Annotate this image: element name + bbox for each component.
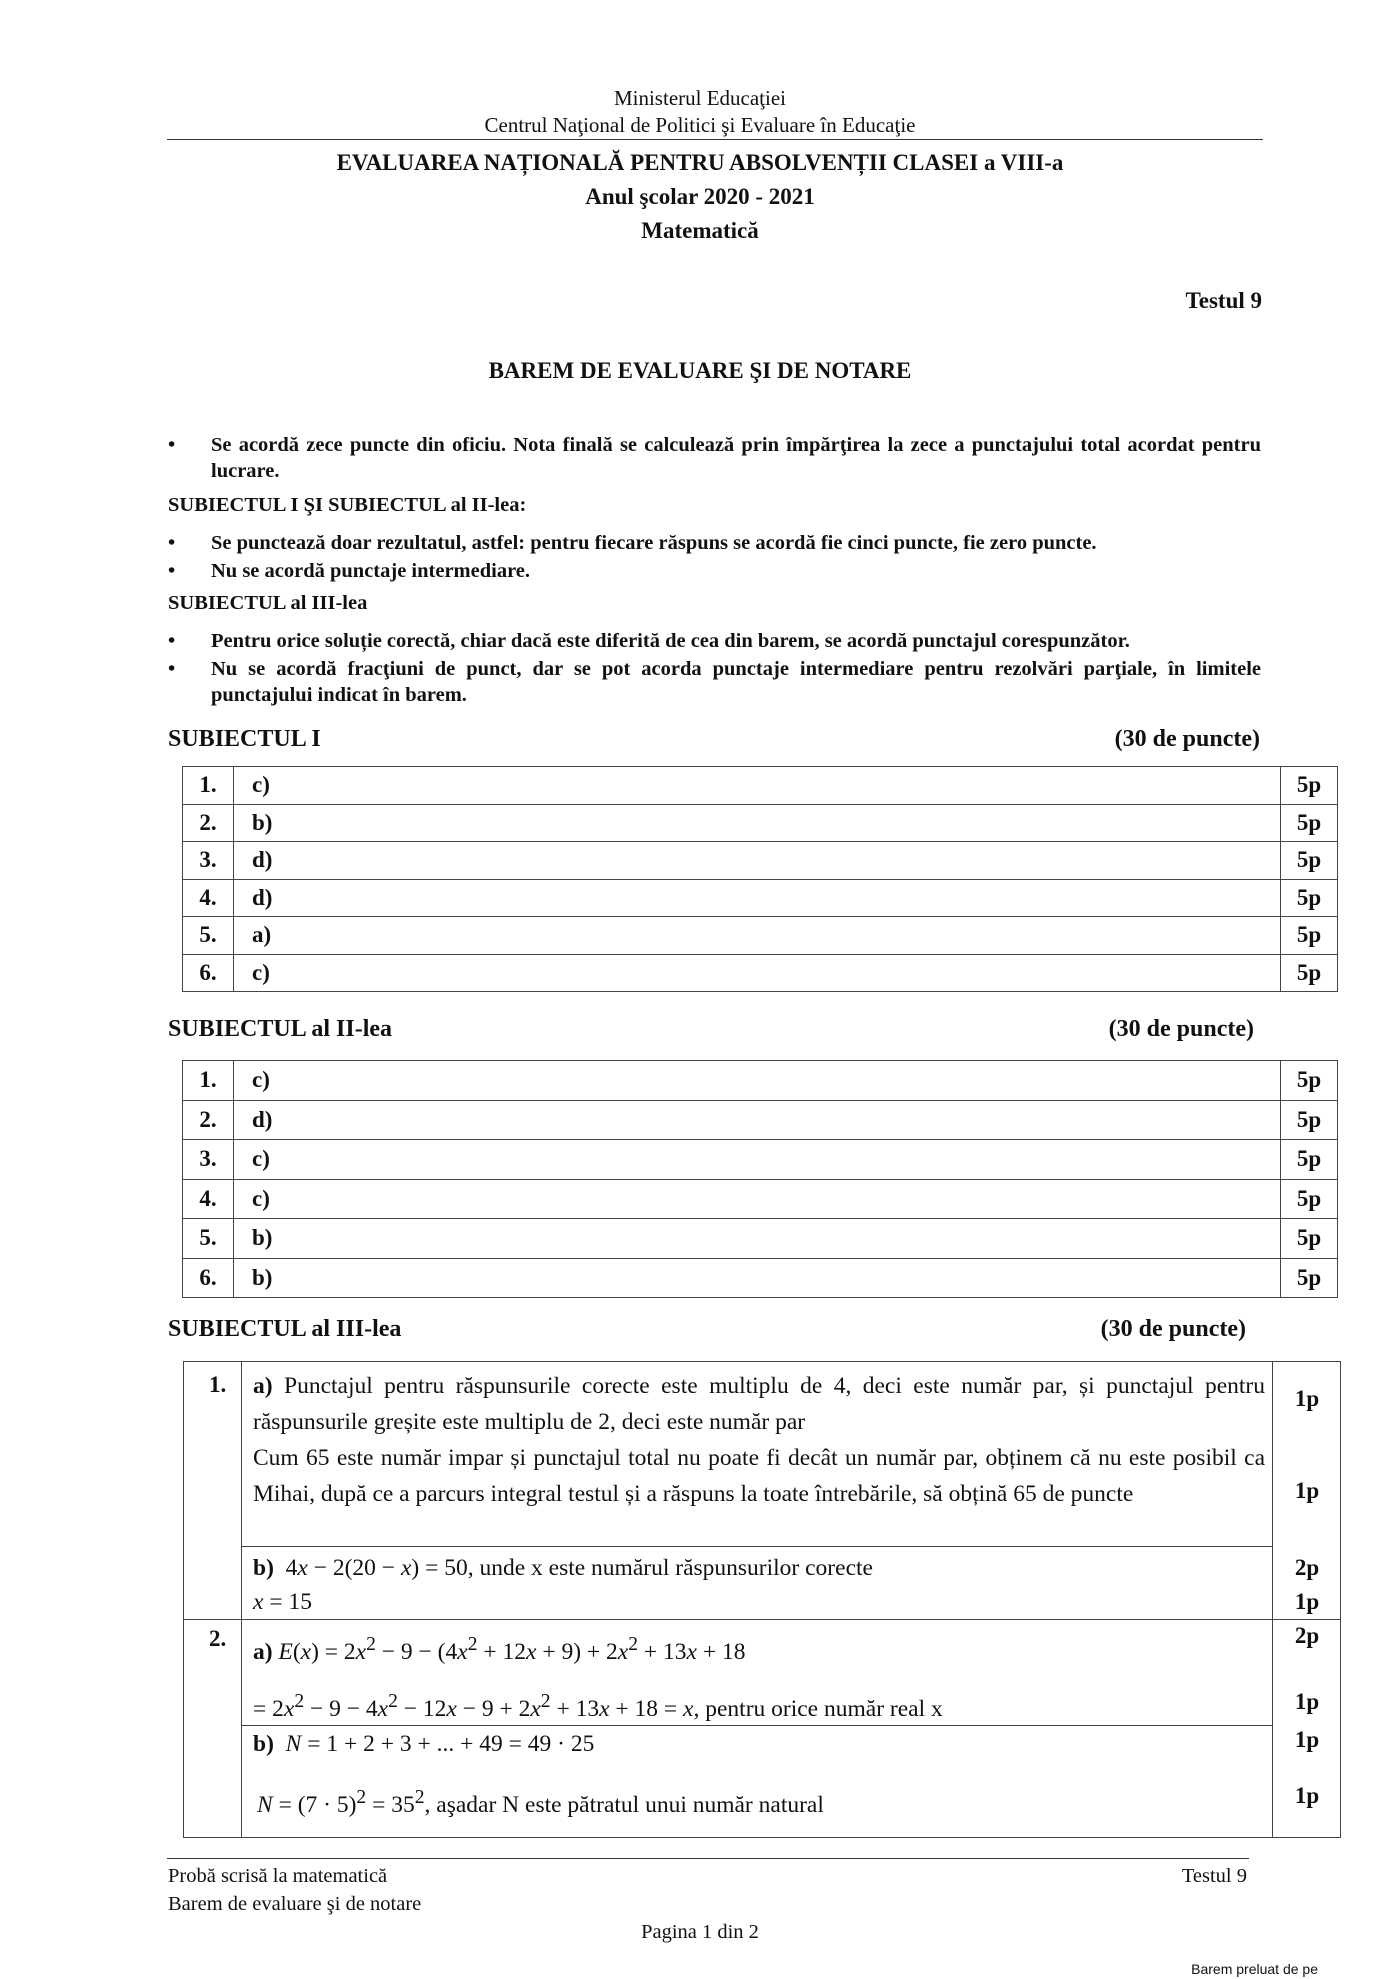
s3-instruction: Pentru orice soluție corectă, chiar dacă este diferită de cea din barem, se acordă punctajul corespunzător. [211, 630, 1130, 652]
table-row [183, 879, 1338, 917]
center-name: Centrul Naţional de Politici şi Evaluare în Educaţie [484, 113, 916, 137]
table-row [183, 1100, 1338, 1140]
table-row [183, 1219, 1338, 1259]
item-points: 5p [1281, 917, 1338, 955]
item-points: 5p [1281, 1219, 1338, 1259]
part-label: a) [253, 1373, 273, 1399]
p1a-step1 [253, 1368, 1265, 1440]
item-points: 5p [1281, 954, 1338, 992]
p1a-step1-text: Punctajul pentru răspunsurile corecte este multiplu de 4, deci este număr par, și punctajul pentru răspunsurile greșite este multiplu de 2, deci este număr par [253, 1373, 1266, 1435]
item-points: 5p [1281, 842, 1338, 880]
s3-instruction: Nu se acordă fracţiuni de punct, dar se pot acorda punctaje intermediare pentru rezolvări parţiale, în limitele punctajului indicat în barem. [211, 658, 1261, 706]
item-points: 5p [1281, 804, 1338, 842]
item-answer: c) [234, 767, 1281, 805]
item-number: 4. [183, 1179, 234, 1219]
item-answer: d) [234, 842, 1281, 880]
item-number: 1. [183, 1061, 234, 1101]
row-divider [184, 1619, 1340, 1620]
p2a-points2: 1p [1294, 1689, 1320, 1714]
p2b-points2: 1p [1294, 1783, 1320, 1808]
row-divider [241, 1546, 1272, 1547]
item-number: 6. [183, 1258, 234, 1298]
bullet-icon: • [168, 434, 176, 456]
column-divider [241, 1362, 242, 1837]
p2a-expression: a) $E(x) = 2x^2 - 9 - (4x^2 + 12x + 9) + 2x^2 + 13x + 18$ [253, 1634, 746, 1665]
table-row [183, 1140, 1338, 1180]
item-answer: d) [234, 879, 1281, 917]
test-label: Testul 9 [1185, 288, 1262, 313]
p1a-step2: Cum 65 este număr impar și punctajul total nu poate fi decât un număr par, obținem că nu este posibil ca Mihai, după ce a parcurs integral testul și a răspuns la toate întrebările, să obțină 65 de puncte [253, 1445, 1265, 1507]
ministry-name: Ministerul Educaţiei [613, 86, 787, 110]
part-label: b) [253, 1731, 274, 1757]
general-instruction: Se acordă zece puncte din oficiu. Nota finală se calculează prin împărţirea la zece a punctajului total acordat pentru lucrare. [211, 434, 1261, 482]
item-answer: c) [234, 1179, 1281, 1219]
p2b-conclusion-text: , aşadar N este pătratul unui număr natural [424, 1791, 824, 1818]
table-row [183, 1179, 1338, 1219]
table-row [183, 1258, 1338, 1298]
bullet-icon: • [168, 630, 176, 652]
p1b-equation-text: , unde x este numărul răspunsurilor corecte [467, 1555, 873, 1581]
table-row [183, 804, 1338, 842]
table-row [183, 842, 1338, 880]
s12-instruction: Se punctează doar rezultatul, astfel: pentru fiecare răspuns se acordă fie cinci puncte, fie zero puncte. [211, 532, 1097, 554]
subiect2-table [182, 1060, 1338, 1298]
document-title: BAREM DE EVALUARE ŞI DE NOTARE [488, 358, 912, 383]
item-answer: d) [234, 1100, 1281, 1140]
item-number: 3. [183, 842, 234, 880]
part-label: b) [253, 1555, 274, 1581]
item-number: 5. [183, 917, 234, 955]
item-points: 5p [1281, 1100, 1338, 1140]
s3-heading: SUBIECTUL al III-lea [168, 592, 368, 614]
p1b-solution: x = 15 [253, 1589, 312, 1615]
subiect1-table [182, 766, 1338, 992]
item-answer: b) [234, 1219, 1281, 1259]
p2b-points1: 1p [1294, 1727, 1320, 1752]
item-number: 2. [183, 804, 234, 842]
part-label: a) [253, 1638, 273, 1665]
p1a-points2: 1p [1294, 1478, 1320, 1503]
item-points: 5p [1281, 767, 1338, 805]
p1b-equation: b) 4x − 2(20 − x) = 50, unde x este numărul răspunsurilor corecte [253, 1555, 873, 1581]
p2b-sum: b) N = 1 + 2 + 3 + ... + 49 = 49 · 25 [253, 1731, 595, 1757]
item-points: 5p [1281, 879, 1338, 917]
p2a-simplification: = $2x^2 - 9 - 4x^2 - 12x - 9 + 2x^2 + 13x + 18 = x$, pentru orice număr real x [253, 1691, 943, 1722]
subiect3-points: (30 de puncte) [1100, 1316, 1246, 1342]
item-answer: c) [234, 1061, 1281, 1101]
subiect2-title: SUBIECTUL al II-lea [168, 1016, 393, 1042]
p2a-simplification-text: , pentru orice număr real x [693, 1695, 943, 1722]
table-row [183, 954, 1338, 992]
subiect3-title: SUBIECTUL al III-lea [168, 1316, 402, 1342]
item-points: 5p [1281, 1140, 1338, 1180]
bullet-icon: • [168, 532, 176, 554]
subiect1-title: SUBIECTUL I [168, 726, 321, 752]
source-note: Barem preluat de pe [1191, 1961, 1318, 1977]
footer-exam: Probă scrisă la matematică [168, 1865, 388, 1887]
footer-test: Testul 9 [1181, 1865, 1247, 1887]
page-number: Pagina 1 din 2 [641, 1921, 759, 1943]
table-row [183, 917, 1338, 955]
subiect1-points: (30 de puncte) [1114, 726, 1260, 752]
table-row [183, 767, 1338, 805]
p2a-points1: 2p [1294, 1623, 1320, 1648]
p1b-points2: 1p [1294, 1589, 1320, 1614]
subject-name: Matematică [641, 218, 759, 243]
header-divider [167, 139, 1263, 140]
p1a-points1: 1p [1294, 1386, 1320, 1411]
school-year: Anul şcolar 2020 - 2021 [585, 184, 815, 209]
problem-number: 1. [209, 1372, 227, 1397]
item-answer: b) [234, 1258, 1281, 1298]
item-answer: a) [234, 917, 1281, 955]
item-number: 5. [183, 1219, 234, 1259]
item-points: 5p [1281, 1179, 1338, 1219]
item-answer: b) [234, 804, 1281, 842]
problem-number: 2. [209, 1626, 227, 1651]
item-answer: c) [234, 1140, 1281, 1180]
item-number: 3. [183, 1140, 234, 1180]
subiect3-table [183, 1361, 1341, 1838]
subiect2-points: (30 de puncte) [1108, 1016, 1254, 1042]
item-number: 4. [183, 879, 234, 917]
bullet-icon: • [168, 658, 176, 680]
s12-instruction: Nu se acordă punctaje intermediare. [211, 560, 531, 582]
item-number: 1. [183, 767, 234, 805]
item-points: 5p [1281, 1061, 1338, 1101]
item-number: 2. [183, 1100, 234, 1140]
p1b-points1: 2p [1294, 1555, 1320, 1580]
table-row [183, 1061, 1338, 1101]
p2b-conclusion: $N = (7 \cdot 5)^2 = 35^2$, aşadar N este pătratul unui număr natural [257, 1787, 824, 1818]
exam-title: EVALUAREA NAȚIONALĂ PENTRU ABSOLVENȚII CLASEI a VIII-a [336, 150, 1064, 175]
column-divider [1272, 1362, 1273, 1837]
item-answer: c) [234, 954, 1281, 992]
bullet-icon: • [168, 560, 176, 582]
item-number: 6. [183, 954, 234, 992]
footer-divider [167, 1858, 1249, 1859]
footer-doc: Barem de evaluare şi de notare [168, 1893, 422, 1915]
s12-heading: SUBIECTUL I ŞI SUBIECTUL al II-lea: [168, 494, 527, 516]
item-points: 5p [1281, 1258, 1338, 1298]
